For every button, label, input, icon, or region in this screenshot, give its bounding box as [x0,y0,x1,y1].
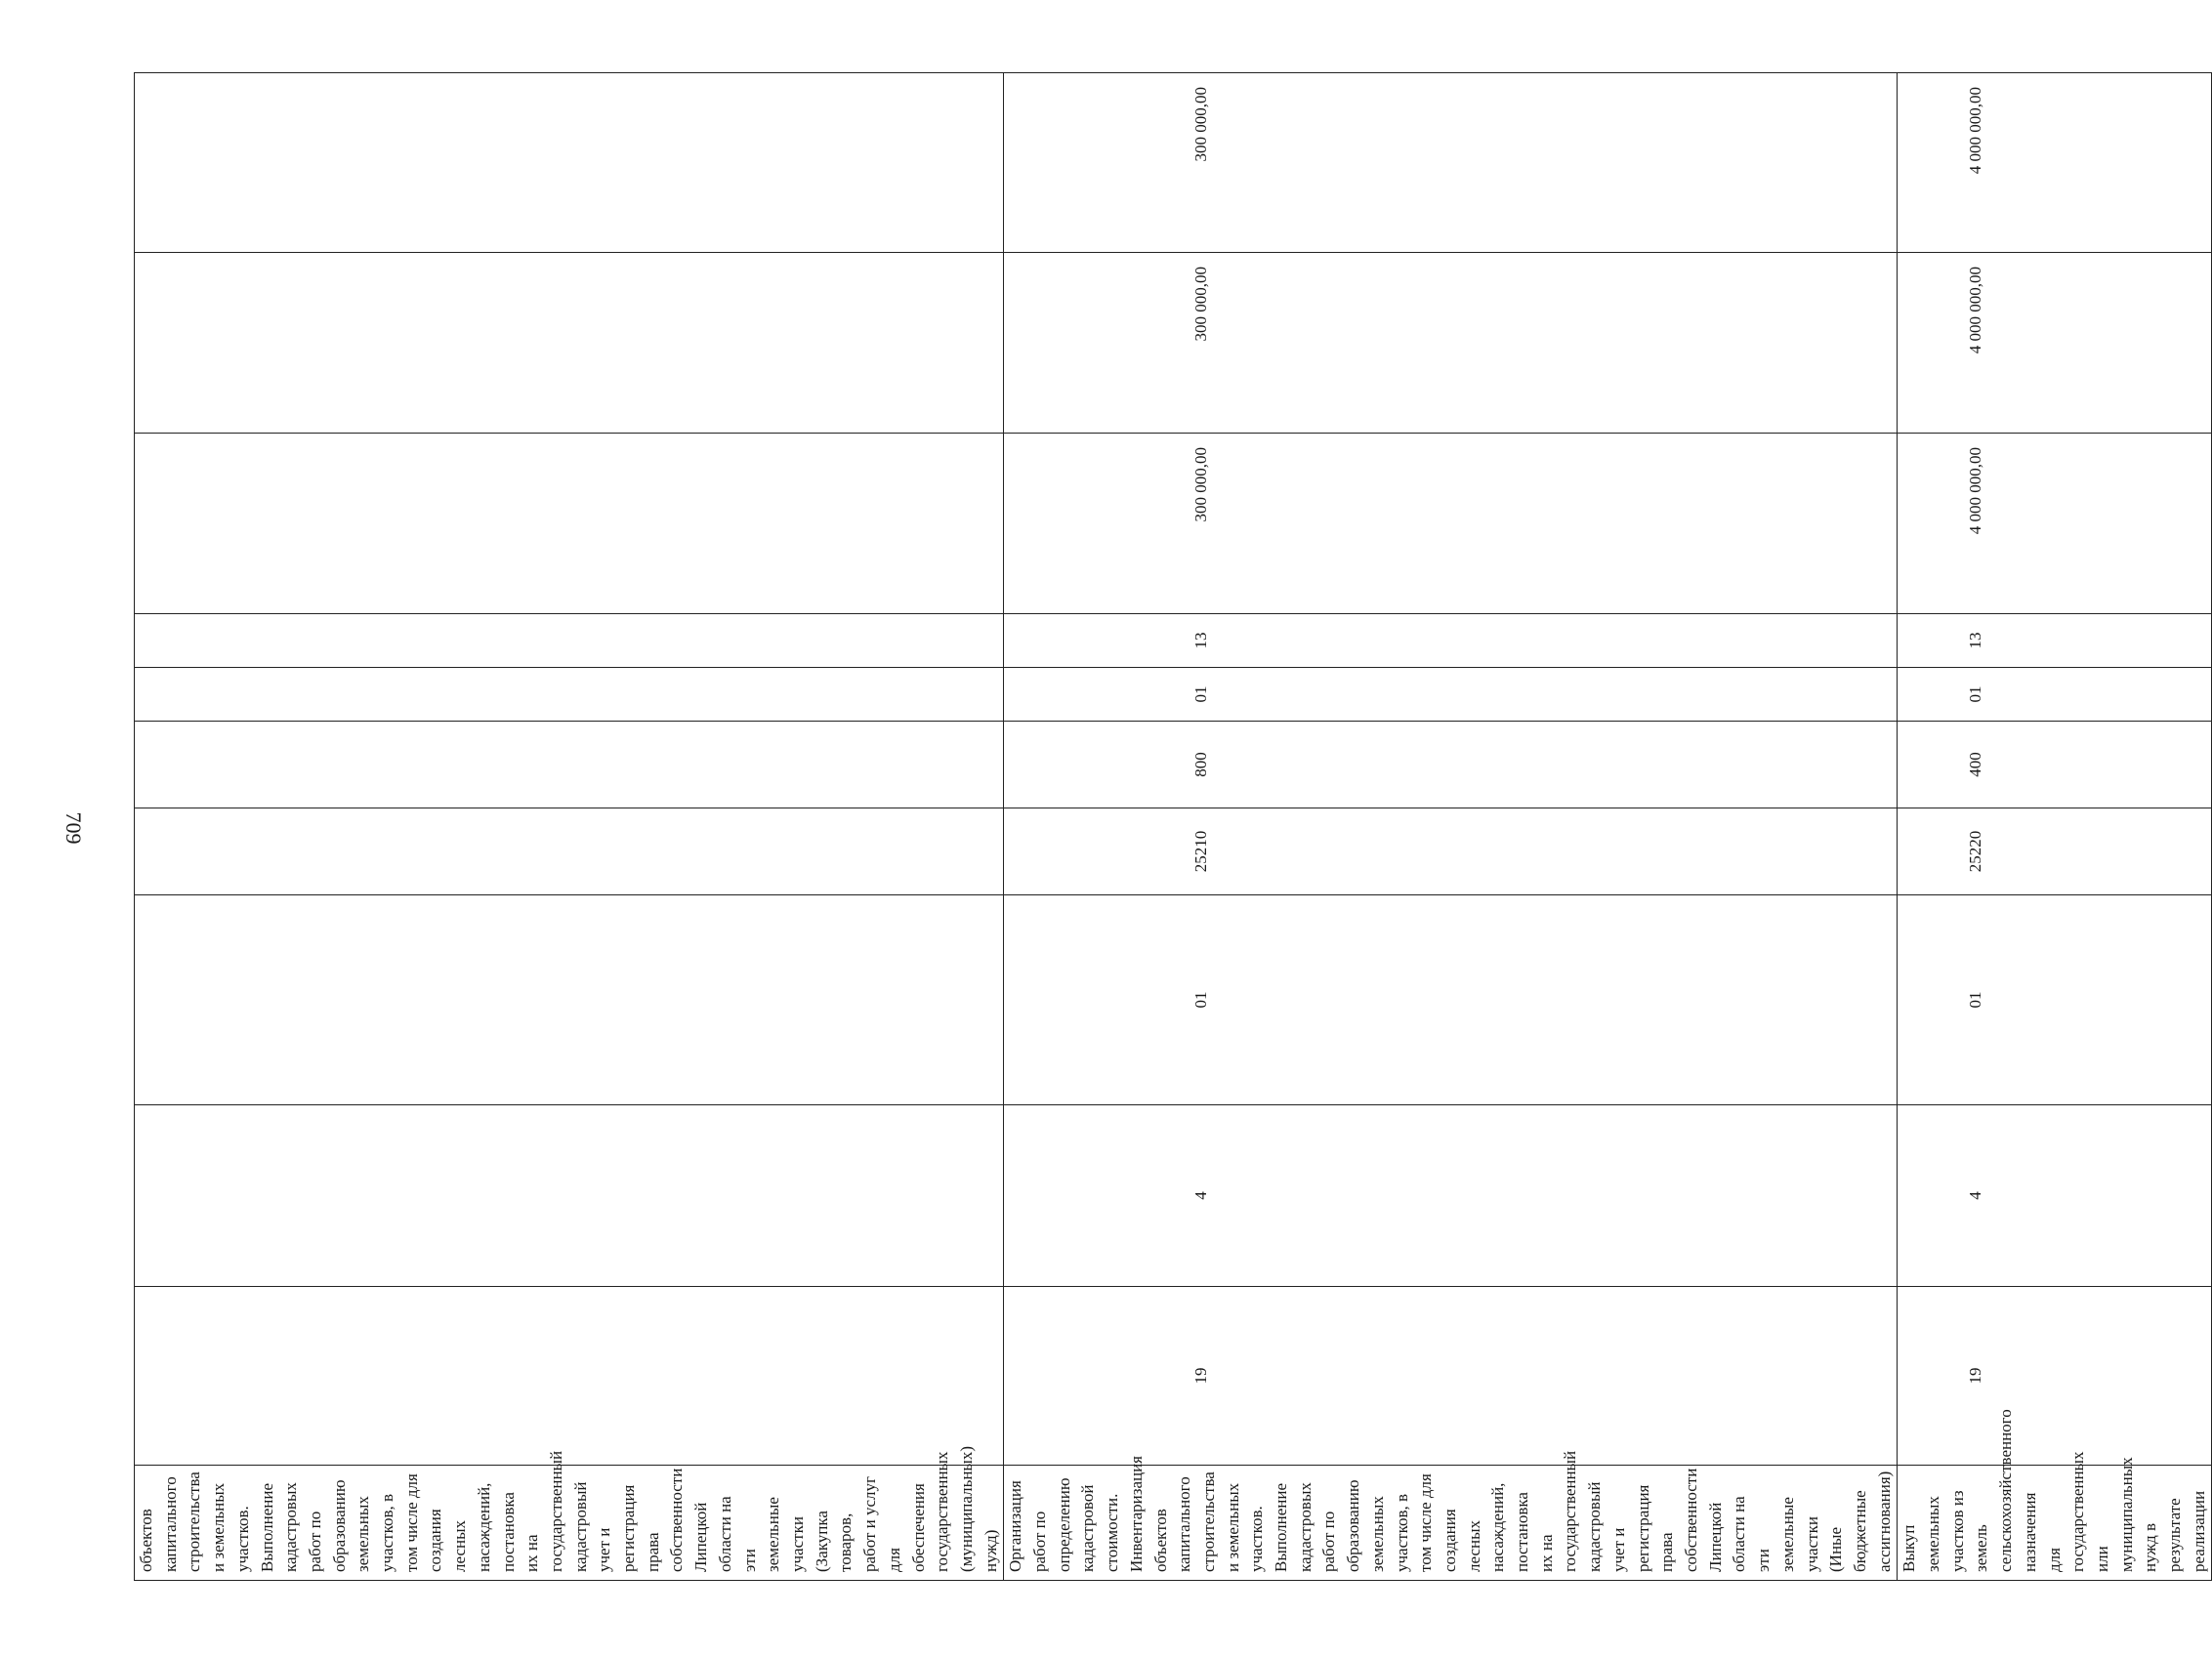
amount-cell: 4 000 000,00 [1898,434,2212,614]
code-cell: 01 [1004,668,1898,722]
row-description: Выкуп земельных участков из земель сельскохозяйственного назначения для государственных или муниципальных нужд в результате реализации [1898,1466,2212,1581]
code-cell: 13 [1898,614,2212,668]
row-description: Организация работ по определению кадастровой стоимости. Инвентаризация объектов капитального строительства и земельных участков. Выполнение кадастровых работ по образованию земельных участков, в том числе для создания лесных насаждений, постановка их на государственный кадастровый учет и регистрация права собственности Липецкой области на эти земельные участки (Иные бюджетные ассигнования) [1004,1466,1898,1581]
amount-cell: 4 000 000,00 [1898,253,2212,434]
code-cell: 19 [1004,1287,1898,1466]
code-cell: 01 [1898,895,2212,1105]
amount-cell [135,434,1004,614]
amount-cell [135,73,1004,253]
page-number: 709 [62,811,86,845]
table-row [1898,73,2212,1581]
code-cell: 25210 [1004,808,1898,895]
amount-cell: 300 000,00 [1004,253,1898,434]
code-cell: 13 [1004,614,1898,668]
amount-cell: 300 000,00 [1004,434,1898,614]
code-cell: 19 [1898,1287,2212,1466]
code-cell: 4 [1898,1105,2212,1287]
code-cell [135,614,1004,668]
code-cell [135,668,1004,722]
budget-table-container [134,73,2208,1581]
code-cell [135,1287,1004,1466]
budget-table [134,72,2212,1581]
amount-cell [135,253,1004,434]
code-cell: 25220 [1898,808,2212,895]
table-row [135,73,1004,1581]
amount-cell: 300 000,00 [1004,73,1898,253]
code-cell [135,895,1004,1105]
code-cell: 400 [1898,722,2212,808]
code-cell [135,808,1004,895]
row-description: объектов капитального строительства и земельных участков. Выполнение кадастровых работ по образованию земельных участков, в том числе для создания лесных насаждений, постановка их на государственный кадастровый учет и регистрация права собственности Липецкой области на эти земельные участки (Закупка товаров, работ и услуг для обеспечения государственных (муниципальных) нужд) [135,1466,1004,1581]
code-cell: 01 [1898,668,2212,722]
code-cell: 4 [1004,1105,1898,1287]
code-cell [135,1105,1004,1287]
amount-cell: 4 000 000,00 [1898,73,2212,253]
code-cell: 01 [1004,895,1898,1105]
table-row [1004,73,1898,1581]
code-cell [135,722,1004,808]
code-cell: 800 [1004,722,1898,808]
